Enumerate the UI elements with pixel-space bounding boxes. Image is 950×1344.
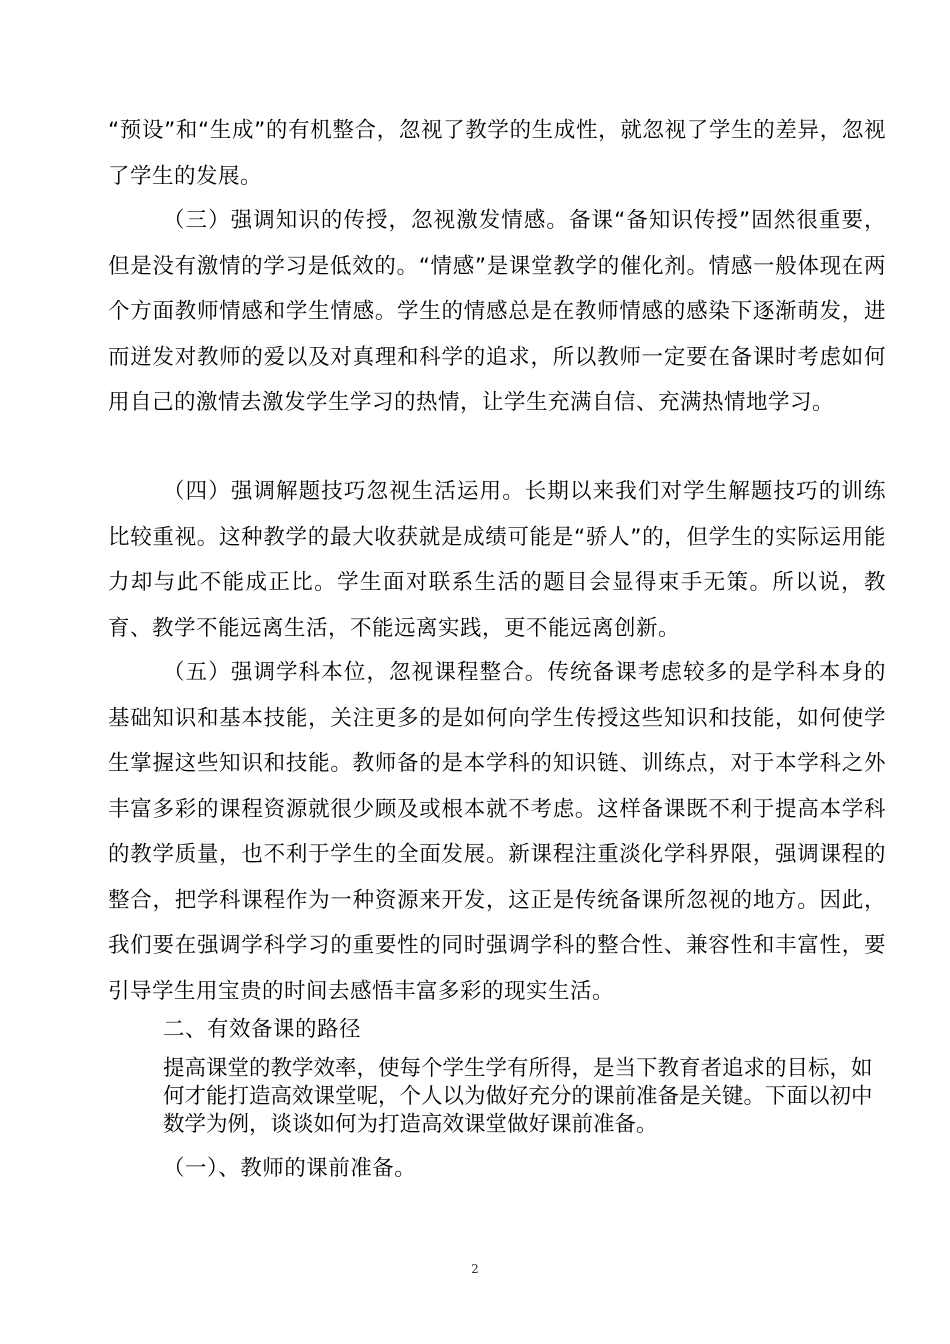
page-number: 2 bbox=[471, 1262, 479, 1276]
section-intro-paragraph: 提高课堂的教学效率，使每个学生学有所得，是当下教育者追求的目标，如何才能打造高效课堂呢，个人以为做好充分的课前准备是关键。下面以初中数学为例，谈谈如何为打造高效课堂做好课前准备。 bbox=[163, 1056, 873, 1137]
paragraph-section-4: （四）强调解题技巧忽视生活运用。长期以来我们对学生解题技巧的训练比较重视。这种教学的最大收获就是成绩可能是“骄人”的，但学生的实际运用能力却与此不能成正比。学生面对联系生活的题目会显得束手无策。所以说，教育、教学不能远离生活，不能远离实践，更不能远离创新。 bbox=[108, 479, 886, 641]
paragraph-continuation: “预设”和“生成”的有机整合，忽视了教学的生成性，就忽视了学生的差异，忽视了学生的发展。 bbox=[108, 118, 886, 189]
paragraph-section-3: （三）强调知识的传授，忽视激发情感。备课“备知识传授”固然很重要，但是没有激情的学习是低效的。“情感”是课堂教学的催化剂。情感一般体现在两个方面教师情感和学生情感。学生的情感总是在教师情感的感染下逐渐萌发，进而迸发对教师的爱以及对真理和科学的追求，所以教师一定要在备课时考虑如何用自己的激情去激发学生学习的热情，让学生充满自信、充满热情地学习。 bbox=[108, 208, 886, 415]
section-heading: 二、有效备课的路径 bbox=[163, 1017, 362, 1042]
subsection-heading: （一）、教师的课前准备。 bbox=[163, 1156, 417, 1181]
paragraph-section-5: （五）强调学科本位，忽视课程整合。传统备课考虑较多的是学科本身的基础知识和基本技能，关注更多的是如何向学生传授这些知识和技能，如何使学生掌握这些知识和技能。教师备的是本学科的知识链、训练点，对于本学科之外丰富多彩的课程资源就很少顾及或根本就不考虑。这样备课既不利于提高本学科的教学质量，也不利于学生的全面发展。新课程注重淡化学科界限，强调课程的整合，把学科课程作为一种资源来开发，这正是传统备课所忽视的地方。因此，我们要在强调学科学习的重要性的同时强调学科的整合性、兼容性和丰富性，要引导学生用宝贵的时间去感悟丰富多彩的现实生活。 bbox=[108, 660, 886, 1004]
